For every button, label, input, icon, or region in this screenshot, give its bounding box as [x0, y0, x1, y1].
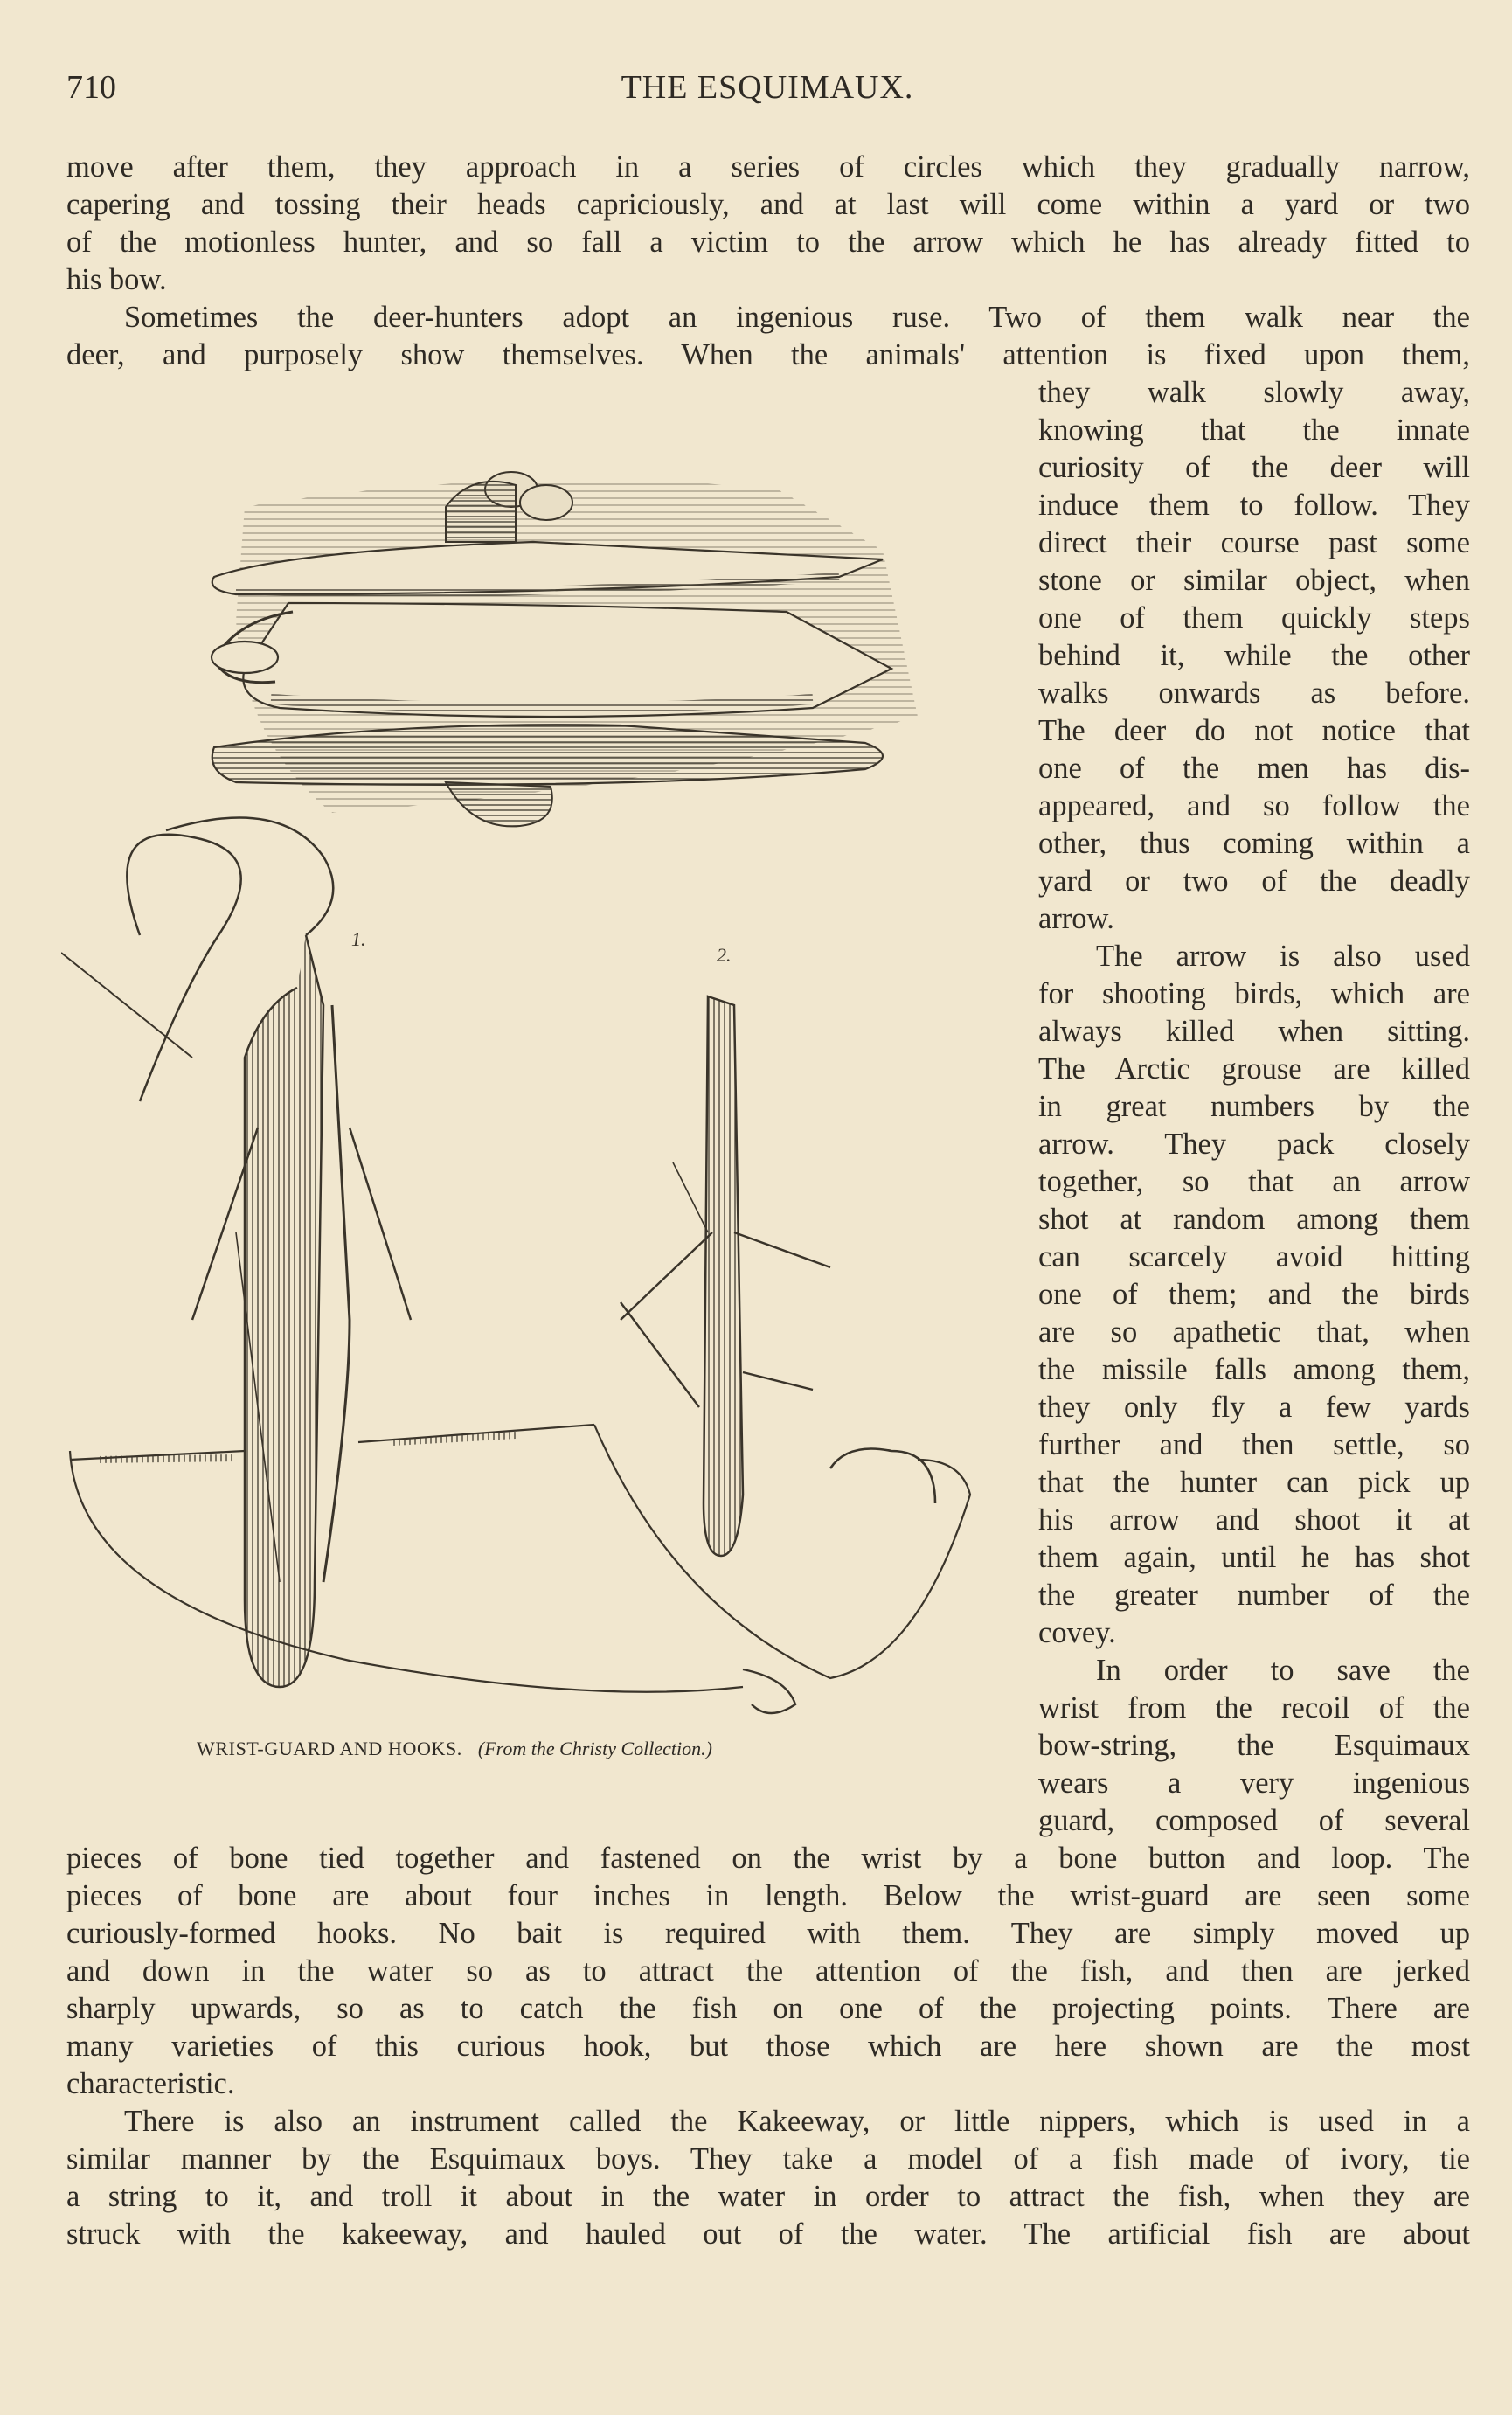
text-line: knowing that the innate [1038, 413, 1470, 447]
text-line: are so apathetic that, when [1038, 1315, 1470, 1349]
text-line: pieces of bone tied together and fastened on the wrist by a bone button and loop. The [66, 1842, 1470, 1875]
text-line: induce them to follow. They [1038, 489, 1470, 522]
text-line: of the motionless hunter, and so fall a victim to the arrow which he has already fitted to [66, 226, 1470, 259]
caption-source: (From the Christy Collection.) [477, 1738, 712, 1759]
text-line: walks onwards as before. [1038, 677, 1470, 710]
text-line: they only fly a few yards [1038, 1391, 1470, 1424]
text-line: guard, composed of several [1038, 1804, 1470, 1837]
text-line: and down in the water so as to attract the attention of the fish, and then are jerked [66, 1954, 1470, 1988]
text-line: can scarcely avoid hitting [1038, 1240, 1470, 1273]
text-line: similar manner by the Esquimaux boys. They take a model of a fish made of ivory, tie [66, 2142, 1470, 2176]
page-number: 710 [66, 69, 116, 106]
text-line: shot at random among them [1038, 1203, 1470, 1236]
text-line: covey. [1038, 1616, 1116, 1649]
text-line: a string to it, and troll it about in the water in order to attract the fish, when they are [66, 2180, 1470, 2213]
text-line: bow-string, the Esquimaux [1038, 1729, 1470, 1762]
caption-title: WRIST-GUARD AND HOOKS. [197, 1738, 462, 1759]
text-line: The Arctic grouse are killed [1038, 1052, 1470, 1086]
text-line: behind it, while the other [1038, 639, 1470, 672]
text-line: sharply upwards, so as to catch the fish on one of the projecting points. There are [66, 1992, 1470, 2025]
text-line: one of them; and the birds [1038, 1278, 1470, 1311]
figure-caption [197, 1738, 712, 1760]
text-line: appeared, and so follow the [1038, 789, 1470, 822]
text-line: stone or similar object, when [1038, 564, 1470, 597]
text-line: yard or two of the deadly [1038, 864, 1470, 898]
figure-label-1: 1. [351, 928, 366, 950]
text-line: pieces of bone are about four inches in length. Below the wrist-guard are seen some [66, 1879, 1470, 1912]
text-line: in great numbers by the [1038, 1090, 1470, 1123]
text-line: many varieties of this curious hook, but those which are here shown are the most [66, 2030, 1470, 2063]
text-line: In order to save the [1096, 1654, 1470, 1687]
text-line: struck with the kakeeway, and hauled out of the water. The artificial fish are about [66, 2217, 1470, 2251]
text-line: one of them quickly steps [1038, 601, 1470, 635]
fish-hook-2-drawing [594, 944, 970, 1713]
text-line: arrow. [1038, 902, 1114, 935]
text-line: they walk slowly away, [1038, 376, 1470, 409]
text-line: together, so that an arrow [1038, 1165, 1470, 1198]
text-line: move after them, they approach in a series of circles which they gradually narrow, [66, 150, 1470, 184]
running-header [66, 68, 1468, 112]
text-line: one of the men has dis- [1038, 752, 1470, 785]
text-line: curiosity of the deer will [1038, 451, 1470, 484]
text-line: There is also an instrument called the Kakeeway, or little nippers, which is used in a [124, 2105, 1470, 2138]
text-line: them again, until he has shot [1038, 1541, 1470, 1574]
text-line: further and then settle, so [1038, 1428, 1470, 1461]
text-line: The arrow is also used [1096, 940, 1470, 973]
text-line: his bow. [66, 263, 167, 296]
text-line: other, thus coming within a [1038, 827, 1470, 860]
wrist-guard-and-hooks-illustration [61, 446, 1031, 1731]
text-line: his arrow and shoot it at [1038, 1503, 1470, 1537]
figure-label-2: 2. [717, 944, 732, 966]
text-line: the greater number of the [1038, 1579, 1470, 1612]
text-line: that the hunter can pick up [1038, 1466, 1470, 1499]
text-line: curiously-formed hooks. No bait is required with them. They are simply moved up [66, 1917, 1470, 1950]
fish-hook-1-drawing [61, 817, 743, 1691]
text-line: for shooting birds, which are [1038, 977, 1470, 1010]
text-line: the missile falls among them, [1038, 1353, 1470, 1386]
text-line: characteristic. [66, 2067, 235, 2100]
text-line: deer, and purposely show themselves. When the animals' attention is fixed upon them, [66, 338, 1470, 371]
running-title: THE ESQUIMAUX. [621, 69, 914, 106]
text-line: direct their course past some [1038, 526, 1470, 559]
wrist-guard-drawing [212, 472, 918, 826]
text-line: wears a very ingenious [1038, 1766, 1470, 1800]
text-line: wrist from the recoil of the [1038, 1691, 1470, 1725]
text-line: Sometimes the deer-hunters adopt an ingenious ruse. Two of them walk near the [124, 301, 1470, 334]
text-line: capering and tossing their heads capriciously, and at last will come within a yard or two [66, 188, 1470, 221]
text-line: always killed when sitting. [1038, 1015, 1470, 1048]
text-line: The deer do not notice that [1038, 714, 1470, 747]
text-line: arrow. They pack closely [1038, 1128, 1470, 1161]
